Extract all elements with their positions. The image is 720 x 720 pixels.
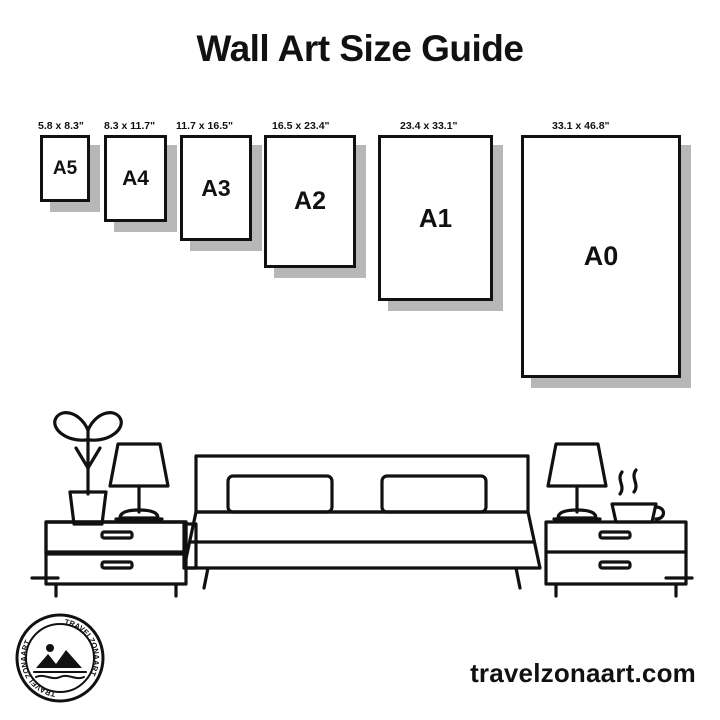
frame-dimension-label: 11.7 x 16.5" (176, 120, 233, 132)
frame-a0[interactable] (521, 135, 681, 378)
svg-text:TRAVELZONAART (64, 617, 101, 678)
website-url: travelzonaart.com (470, 658, 696, 688)
potted-plant (55, 413, 122, 524)
frame-label: A3 (201, 174, 231, 201)
right-table-lamp (548, 444, 606, 519)
frame-label: A1 (418, 203, 453, 233)
frame-dimension-label: 8.3 x 11.7" (104, 120, 156, 132)
frame-label: A5 (52, 158, 78, 179)
right-nightstand (546, 522, 686, 596)
frame-dimension-label: 23.4 x 33.1" (400, 120, 458, 132)
frame-dimension-label: 33.1 x 46.8" (552, 120, 610, 132)
frame-a5[interactable] (40, 135, 90, 202)
frame-a4[interactable] (104, 135, 167, 222)
logo-bottom-text: TRAVELZONAART (18, 638, 57, 699)
frame-dimension-label: 5.8 x 8.3" (38, 120, 84, 132)
frame-a1[interactable] (378, 135, 493, 301)
left-table-lamp (110, 444, 168, 519)
brand-logo (14, 612, 106, 704)
left-nightstand (46, 522, 186, 596)
frame-label: A4 (122, 167, 149, 190)
logo-top-text: TRAVELZONAART (63, 617, 102, 678)
coffee-cup (612, 470, 664, 522)
bedroom-furniture-illustration (0, 372, 720, 612)
frame-a2[interactable] (264, 135, 356, 268)
bed (184, 456, 540, 588)
page-title: Wall Art Size Guide (196, 28, 524, 69)
frame-a3[interactable] (180, 135, 252, 241)
frame-label: A2 (294, 187, 326, 215)
frame-dimension-label: 16.5 x 23.4" (272, 120, 330, 132)
frame-label: A0 (583, 241, 619, 271)
